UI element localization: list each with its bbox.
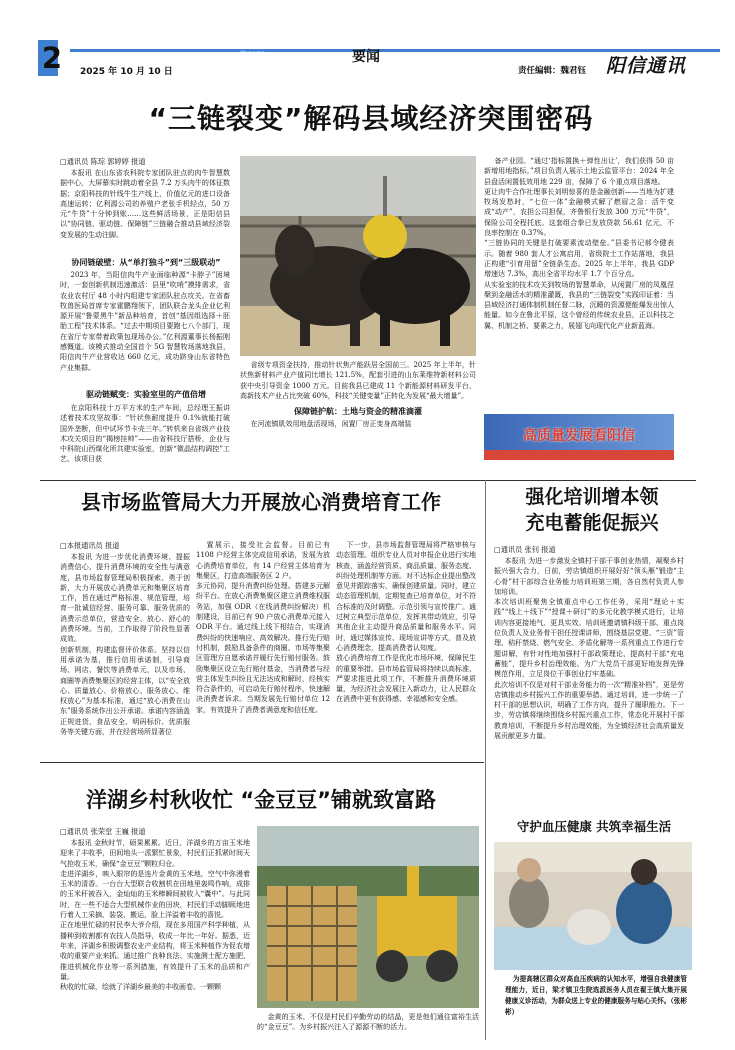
article-4-col1 (60, 826, 250, 1028)
article-1-body-col2: 省级专项资金扶持，推动针状焦产能跃居全国前三。2025 年上半年，针状焦新材料产业产值同比增长 121.5%，配套引进的山东莱维特新材料公司获中央引导资金 1000 万元。目前我县已建成 11 个新能源材料研发平台，高新技术产业占比突破 60%，科技“关键变量”正转化为发展“最大增量”。 (240, 361, 476, 400)
article-3-text: 本报讯 为进一步激发全镇村干部干事创业热情，凝聚乡村振兴强大合力，日前，劳店镇组织开展好好“领头雁”锻造“主心骨”村干部综合业务能力培训班第三期，各自然村负责人参加培训。 本次培训班聚焦全镇重点中心工作任务，采用“理论＋实践”“线上＋线下”“授课＋研讨”的多元化教学模式进行，让培训内容更接地气、更具实效。培训班邀请镇科级干部、重点岗位负责人及业务骨干担任授课讲师，围绕基层党建、“三资”管理、秸秆禁烧、燃气安全、矛盾化解等一系列重点工作进行专题讲解，有针对性地加强村干部政策理论、提高村干部“充电蓄能”，提升乡村治理效能。为广大党员干部更好地发挥先锋模范作用，立足岗位干事创业打牢基础。 此次培训不仅是对村干部业务能力的一次“精准补档”，更是劳店镇推动乡村振兴工作的重要举措。通过培训，进一步统一了村干部的思想认识，明确了工作方向，提升了履职能力。下一步，劳店镇将继续围绕乡村振兴重点工作，常态化开展村干部教育培训，不断提升乡村治理效能，为全镇经济社会高质量发展贡献更多力量。 (494, 557, 684, 741)
ad-banner-stripe (484, 450, 674, 460)
divider-1 (40, 480, 696, 481)
article-4-body-col2: 金黄的玉米，不仅是村民们辛勤劳动的结晶，更是他们通往富裕生活的“金豆豆”。为乡村振兴注入了源源不断的活力。 (257, 1013, 479, 1032)
article-4-col2 (257, 1012, 479, 1034)
ad-banner (484, 414, 674, 460)
article-3-body (494, 544, 684, 806)
page-number-text: 2 (41, 41, 63, 75)
article-1-body-b: 2023 年，当阳信肉牛产业面临种源“卡脖子”困境时，一套创新机制迅速激活：县里“吹哨”摸排需求，省农业农村厅 48 小时内组建专家团队驻点攻关。在省畜牧兽医局首席专家霍鹏翔领下，团队联合龙头企业亿利源开展“鲁蒙黑牛”新品种培育，首创“基因组选择＋胚胎工程”技术体系。“过去中期项目要跑七八个部门，现在省厅专家带着政策包现场办公。”亿利源董事长杨振刚感慨道。该模式推动全国首个 5G 智慧牧场落地我县，阳信肉牛产业营收达 660 亿元，成功跻身山东省特色产业集群。 (60, 271, 230, 372)
article-1-title: “三链裂变”解码县域经济突围密码 (148, 102, 594, 135)
article-2-col2 (196, 540, 330, 756)
article-1-body-c: 在京阳科技十万平方米的生产车间，总经理王振讲述着技术攻坚故事：“针状焦耐度提升 0.1%就能打破国外垄断，但中试环节卡壳三年。”转机来自省级产业技术攻关项目的“揭榜挂帅”——由省科技厅搭桥，企业与中科院山西煤化所共建实验室，创新“微晶结构调控”工艺。该项目获 (60, 404, 230, 464)
article-1-col1b (60, 270, 230, 386)
cattle-illustration (240, 156, 476, 356)
article-1-body-col2b: 在河流镇肌效用地盘活现场，闲置厂房正变身高端装 (250, 420, 412, 428)
article-1-sub1: 协同链破壁：从“单打独斗”到“三级联动” (71, 258, 221, 267)
article-1-col1a (60, 156, 230, 271)
masthead (0, 0, 735, 78)
article-2-title: 县市场监管局大力开展放心消费培育工作 (81, 490, 441, 514)
newspaper-logo: 阳信通讯 (606, 55, 687, 77)
cattle-photo (240, 156, 476, 356)
health-illustration (494, 842, 692, 970)
article-1-body-col3: 备产业园。“通过‘指标置换＋弹性出让’，我们获得 50 亩新增用地指标。”项目负责人展示土地云监管平台：2024 年全县盘活闲置低效用地 229 亩，保障了 6 个重点项目落地。 更让肉牛合作社理事长刘明惊喜的是金融创新——当地为扩建牧场发愁时，“七位一体”金融模式解了燃眉之急：活牛变成“动产”，农担公司担保，齐鲁银行发放 300 万元“牛贷”，保险公司全程托底。这套组合拳已发放贷款 56.61 亿元，不良率控制在 0.37%。 “三链协同的关键是打破要素流动壁垒。”县委书记郝令健表示。随着 980 套人才公寓启用，省级院士工作站落地，我县正构建“引育用留”全链条生态。2025 年上半年，我县 GDP 增速达 7.3%，高出全省平均水平 1.7 个百分点。 从实验室的技术攻关到牧场的智慧革命，从闲置厂房的凤凰涅槃到金融活水的精准灌溉，我县的“三链裂变”实践印证着：当县域经济打通体制机制任督二脉，沉睡的资源便能爆发出惊人能量。如今在鲁北平原，这个曾经的传统农业县，正以科技之翼、机制之桥、要素之力，展翅飞向现代化产业新蓝海。 (484, 157, 674, 330)
ad-banner-text: 高质量发展看阳信 (523, 428, 635, 444)
article-2-body-col1: 本报讯 为进一步优化消费环境、提振消费信心，提升消费环境的安全性与满意度，县市场监督管理局积极探索、勇于创新，大力开展放心消费单元和集聚区培育工作，旨在通过严格标准、规范管理，培育一批诚信经营、服务可靠、服务优质的消费示范单位，营造安全、放心、舒心的消费环境。当前，工作取得了阶段性显著成效。 创新机制，构建监督评价体系。坚持以信用承诺为基，推行信用承诺制，引导商场、网店、餐饮等消费单元，以及市场、商圈等消费集聚区的经营主体，以“安全放心、质量放心、价格放心、服务放心、维权放心”为基本标准，通过“放心消费在山东”服务系统作出公开承诺。承诺内容涵盖正规进货、食品安全、明码标价、优质服务等关键方面，并在经营场所显著位 (60, 553, 190, 737)
harvest-photo (257, 826, 479, 1008)
photo-caption: 为提高辖区群众对高血压疾病的认知水平，增强自我健康管理能力，近日，梁才镇卫生院选派医务人员在翟王镇大集开展健康义诊活动，为群众送上专业的健康服务与贴心关怀。（张彬彬） (505, 975, 687, 1016)
article-2-byline: □本报通讯员 报道 (60, 541, 120, 550)
article-2-body-col3: 下一步，县市场监督管理局将严格审核与动态管理。组织专业人员对申报企业进行实地核查，涵盖经营资质、商品质量、服务态度、纠纷处理机制等方面。对不达标企业提出整改意见并跟踪落实，确保创建质量。同时，建立动态管理机制，定期复查已培育单位，对不符合标准的及时调整。示范引领与宣传推广。通过树立典型示范单位，发挥其带动效应，引导其他企业主动提升商品质量和服务水平。同时，通过媒体宣传、现场宣讲等方式，普及放心消费理念，提高消费者认知度。 放心消费培育工作是优化市场环境、保障民生的重要举措。县市场监管局将持续以高标准、严要求推进此项工作，不断推升消费环境质量，为经济社会发展注入新动力，让人民群众在消费中更有获得感、幸福感和安全感。 (336, 541, 476, 704)
section-pinyin: Yaowen (240, 49, 265, 57)
article-1-col1c (60, 403, 230, 480)
article-4-body-col1: 本报讯 金秋时节，硕果累累。近日，洋湖乡的万亩玉米地迎来了丰收季，田间地头一派繁忙景象，村民们正抓紧时间天气抢收玉米，确保“金豆豆”颗粒归仓。 走进洋湖乡，映入眼帘的是连片金黄的玉米地，空气中弥漫着玉米的清香。一台台大型联合收割机在田地里轰鸣作响，成排的玉米秆被吞入，金灿灿的玉米棒瞬间被收入“囊中”。与此同时，在一些不适合大型机械作业的田块，村民们手动脚顾地进行着人工采摘、装袋、搬运，脸上洋溢着丰收的喜悦。 正在地里忙碌的村民李大爷介绍，现在多用国产科学种植，从播种到收割都有农技人员指导，收成一年比一年好。据悉，近年来，洋湖乡积极调整农业产业结构，将玉米种植作为促农增收的重要产业来抓。通过推广良种良法、实施测土配方施肥、推进机械化作业等一系列措施，有效提升了玉米的品质和产量。 秋收的忙碌，绘就了洋湖乡最美的丰收画卷。一颗颗 (60, 839, 250, 992)
article-1-byline: □通讯员 陈琮 郭婷婷 报道 (60, 157, 146, 166)
article-1-sub3: 保障链护航：土地与资金的精准滴灌 (294, 407, 422, 416)
article-1-col3 (484, 156, 674, 412)
article-2-col1 (60, 540, 190, 746)
article-3-title-line1: 强化培训增本领 (525, 486, 659, 508)
divider-2 (40, 762, 484, 763)
article-3-byline: □通讯员 张钊 报道 (494, 545, 556, 554)
article-1-lead: 本报讯 在山东省农科院专家团队驻点的肉牛智慧数据中心，大屏幕实时跳动着全县 7.2 万头肉牛的体征数据；京阳科技的针线牛生产线上，价值亿元的进口设备高速运转；亿利源公司的养殖户老张手机轻点，50 万元“牛贷”十分钟到账……这些鲜活场景，正是阳信县以“协同链、驱动链、保障链”三链融合推动县域经济裂变发展的生动注脚。 (60, 169, 230, 239)
divider-vertical (485, 480, 486, 1040)
date: 2025 年 10 月 10 日 (80, 67, 173, 77)
article-1-col2b (240, 419, 476, 431)
article-1-col2 (240, 360, 476, 405)
editor: 责任编辑：魏君钰 (518, 66, 587, 76)
article-2-col3 (336, 540, 476, 756)
harvest-illustration (257, 826, 479, 1008)
article-2-body-col2: 置展示，接受社会监督。目前已有 1108 户经营主体完成信用承诺，发展为放心消费培育单位，有 14 户经营主体培育为集聚区，打造高端服务区 2 户。 多元协同，提升消费纠纷处理。搭建多元解纷平台。在放心消费集聚区建立消费维权服务站，加强 ODR（在线消费纠纷解决）机制建设，目前已有 90 户放心消费单元接入 ODR 平台。通过线上线下相结合，实现消费纠纷的快速响应、高效解决。推行先行赔付机制，鼓励具备条件的商圈、市场等集聚区管理方自愿承诺并履行先行赔付服务。鼓励集聚区设立先行赔付基金，当消费者与经营主体发生纠纷且无法达成和解时，经核实符合条件的，可启动先行赔付程序，快速解决消费者诉求。当期发展先行赔付单位 12 家，有效提升了消费者满意度和信任度。 (196, 541, 330, 714)
article-5-title: 守护血压健康 共筑幸福生活 (516, 819, 672, 834)
article-1-sub2: 驱动链赋变：实验室里的产值倍增 (86, 390, 206, 399)
section-name: 要闻 (352, 49, 380, 65)
article-4-title: 洋湖乡村秋收忙 “金豆豆”铺就致富路 (86, 788, 436, 812)
article-4-byline: □通讯员 张荣堂 王巍 报道 (60, 827, 146, 836)
article-3-title-line2: 充电蓄能促振兴 (525, 512, 659, 534)
health-photo (494, 842, 692, 970)
